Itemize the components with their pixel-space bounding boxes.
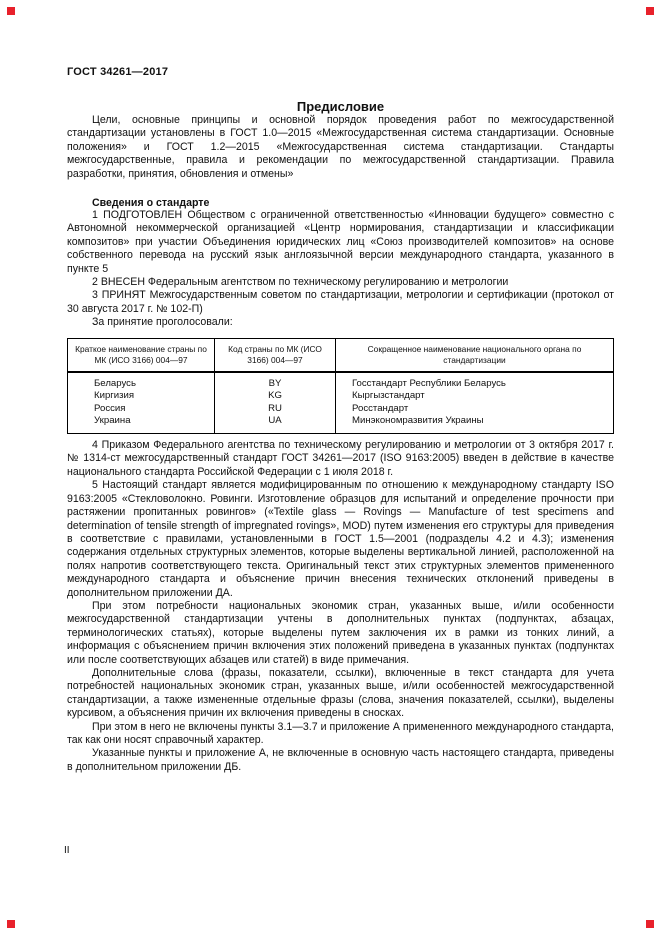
registration-mark-bottom-right	[646, 920, 654, 928]
cell-body: Росстандарт	[336, 403, 614, 416]
vote-table-header-row	[68, 338, 614, 372]
foreword-item-adopted: 3 ПРИНЯТ Межгосударственным советом по стандартизации, метрологии и сертификации (протокол от 30 августа 2017 г. № 102-П)	[67, 289, 614, 315]
foreword-intro-paragraph: Цели, основные принципы и основной порядок проведения работ по межгосударственной стандартизации установлены в ГОСТ 1.0—2015 «Межгосударственная система стандартизации. Основные положения» и ГОСТ 1.2—2015 «Межгосударственная система стандартизации. Стандарты межгосударственные, правила и рекомендации по межгосударственной стандартизации. Правила разработки, принятия, обновления и отмены»	[67, 114, 614, 180]
cell-code: RU	[215, 403, 336, 416]
foreword-para-additional-words: Дополнительные слова (фразы, показатели, ссылки), включенные в текст стандарта для учета потребностей национальных экономик стран, указанных выше, и/или особенностей межгосударственной стандартизации, а также измененные отдельные фразы (слова, значения показателей, ссылки), выделены курсивом, а объяснения причин их включения приведены в сносках.	[67, 666, 614, 720]
page-content	[67, 66, 614, 774]
cell-body: Кыргызстандарт	[336, 390, 614, 403]
table-row	[68, 372, 614, 391]
registration-mark-top-left	[7, 7, 15, 15]
cell-country: Беларусь	[68, 372, 215, 391]
cell-country: Украина	[68, 415, 215, 433]
table-row	[68, 390, 614, 403]
registration-mark-top-right	[646, 7, 654, 15]
cell-country: Киргизия	[68, 390, 215, 403]
foreword-item-prepared: 1 ПОДГОТОВЛЕН Обществом с ограниченной ответственностью «Инновации будущего» совместно с Автономной некоммерческой организацией «Центр нормирования, стандартизации и классификации композитов» при участии Объединения юридических лиц «Союз производителей композитов» на основе собственного перевода на русский язык англоязычной версии международного стандарта, указанного в пункте 5	[67, 209, 614, 275]
header-national-body: Сокращенное наименование национального органа по стандартизации	[336, 338, 614, 372]
registration-mark-bottom-left	[7, 920, 15, 928]
vote-table-body	[68, 372, 614, 434]
foreword-para-excluded-clauses: При этом в него не включены пункты 3.1—3.7 и приложение А примененного международного стандарта, так как они носят справочный характер.	[67, 720, 614, 746]
vote-table-header	[68, 338, 614, 372]
foreword-para-national-needs: При этом потребности национальных экономик стран, указанных выше, и/или особенности межгосударственной стандартизации учтены в дополнительных пунктах (подпунктах, абзацах, терминологических статьях), которые выделены путем заключения их в рамки из тонких линий, а информация с объяснением причин включения этих положений приведена в указанных пунктах (подпунктах или после соответствующих абзацев или статей) в виде примечания.	[67, 599, 614, 666]
cell-body: Госстандарт Республики Беларусь	[336, 372, 614, 391]
header-country-code: Код страны по МК (ИСО 3166) 004—97	[215, 338, 336, 372]
foreword-item-enacted: 4 Приказом Федерального агентства по техническому регулированию и метрологии от 3 октября 2017 г. № 1314-ст межгосударственный стандарт ГОСТ 34261—2017 (ISO 9163:2005) введен в действие в качестве национального стандарта Российской Федерации с 1 июля 2018 г.	[67, 439, 614, 478]
vote-table	[67, 338, 614, 434]
standard-designation: ГОСТ 34261—2017	[67, 66, 169, 78]
header-country-name: Краткое наименование страны по МК (ИСО 3166) 004—97	[68, 338, 215, 372]
cell-body: Минэкономразвития Украины	[336, 415, 614, 433]
page-title: Предисловие	[296, 99, 385, 114]
cell-code: BY	[215, 372, 336, 391]
vote-caption: За принятие проголосовали:	[92, 316, 233, 329]
cell-country: Россия	[68, 403, 215, 416]
cell-code: KG	[215, 390, 336, 403]
table-row	[68, 415, 614, 433]
table-row	[68, 403, 614, 416]
cell-code: UA	[215, 415, 336, 433]
foreword-item-submitted: 2 ВНЕСЕН Федеральным агентством по техническому регулированию и метрологии	[92, 276, 509, 289]
foreword-para-appendix-db: Указанные пункты и приложение А, не включенные в основную часть настоящего стандарта, приведены в дополнительном приложении ДБ.	[67, 747, 614, 773]
foreword-item-modified: 5 Настоящий стандарт является модифицированным по отношению к международному стандарту ISO 9163:2005 «Стекловолокно. Ровинги. Изготовление образцов для испытаний и определение прочности при растяжении пропитанных ровингов» («Textile glass — Rovings — Manufacture of test specimens and determination of tensile strength of impregnated rovings», MOD) путем изменения его структуры для приведения в соответствие с правилами, установленными в ГОСТ 1.5—2001 (подразделы 4.2 и 4.3); изменения содержания отдельных структурных элементов, которые выделены вертикальной линией, расположенной на полях напротив соответствующего текста. Оригинальный текст этих структурных элементов примененного международного стандарта и объяснение причин внесения технических отклонений приведены в дополнительном приложении ДА.	[67, 479, 614, 599]
standard-info-heading: Сведения о стандарте	[92, 197, 210, 210]
page-number: II	[64, 845, 70, 856]
